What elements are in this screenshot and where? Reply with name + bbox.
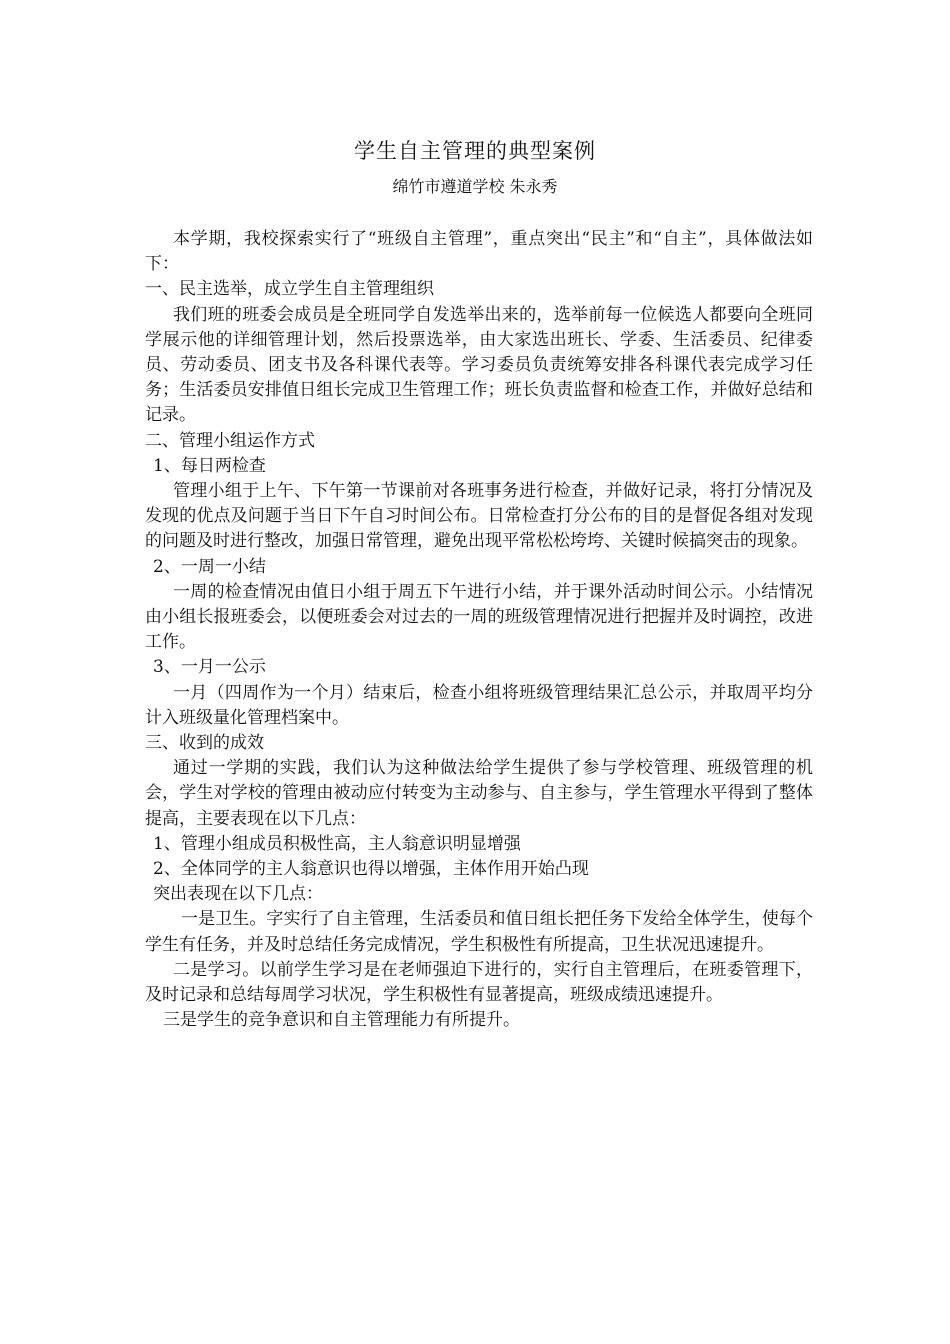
paragraph-daily-check: 管理小组于上午、下午第一节课前对各班事务进行检查，并做好记录，将打分情况及发现的优点及问题于当日下午自习时间公布。日常检查打分公布的目的是督促各组对发现的问题及时进行整改，加强日常管理，避免出现平常松松垮垮、关键时候搞突击的现象。 [145, 481, 813, 552]
paragraph-study: 二是学习。以前学生学习是在老师强迫下进行的，实行自主管理后，在班委管理下，及时记录和总结每周学习状况，学生积极性有显著提高，班级成绩迅速提升。 [145, 959, 813, 1006]
section-heading-2: 二、管理小组运作方式 [145, 430, 315, 451]
subheading-weekly-summary: 2、一周一小结 [153, 556, 266, 577]
result-item-2: 2、全体同学的主人翁意识也得以增强，主体作用开始凸现 [153, 859, 589, 880]
paragraph-weekly-summary: 一周的检查情况由值日小组于周五下午进行小结，并于课外活动时间公示。小结情况由小组长报班委会，以便班委会对过去的一周的班级管理情况进行把握并及时调控，改进工作。 [145, 581, 813, 653]
result-item-1: 1、管理小组成员积极性高，主人翁意识明显增强 [153, 833, 521, 854]
paragraph-monthly-notice: 一月（四周作为一个月）结束后，检查小组将班级管理结果汇总公示，并取周平均分计入班级量化管理档案中。 [145, 682, 813, 728]
paragraph-hygiene: 一是卫生。字实行了自主管理，生活委员和值日组长把任务下发给全体学生，使每个学生有任务，并及时总结任务完成情况，学生积极性有所提高，卫生状况迅速提升。 [145, 909, 813, 955]
subheading-monthly-notice: 3、一月一公示 [153, 657, 266, 678]
intro-paragraph: 本学期，我校探索实行了“班级自主管理”，重点突出“民主”和“自主”，具体做法如下： [145, 229, 813, 275]
paragraph-results: 通过一学期的实践，我们认为这种做法给学生提供了参与学校管理、班级管理的机会，学生对学校的管理由被动应付转变为主动参与、自主参与，学生管理水平得到了整体提高，主要表现在以下几点： [145, 758, 813, 829]
document-title: 学生自主管理的典型案例 [354, 139, 596, 163]
document-author: 绵竹市遵道学校 朱永秀 [392, 177, 558, 196]
highlights-intro: 突出表现在以下几点： [153, 884, 323, 905]
subheading-daily-check: 1、每日两检查 [153, 455, 266, 476]
document-body [145, 227, 813, 1034]
paragraph-election: 我们班的班委会成员是全班同学自发选举出来的，选举前每一位候选人都要向全班同学展示他的详细管理计划，然后投票选举，由大家选出班长、学委、生活委员、纪律委员、劳动委员、团支书及各科课代表等。学习委员负责统筹安排各科课代表完成学习任务；生活委员安排值日组长完成卫生管理工作；班长负责监督和检查工作，并做好总结和记录。 [145, 304, 813, 426]
section-heading-3: 三、收到的成效 [145, 733, 264, 754]
section-heading-1: 一、民主选举，成立学生自主管理组织 [145, 279, 434, 300]
paragraph-competition: 三是学生的竞争意识和自主管理能力有所提升。 [163, 1010, 520, 1031]
